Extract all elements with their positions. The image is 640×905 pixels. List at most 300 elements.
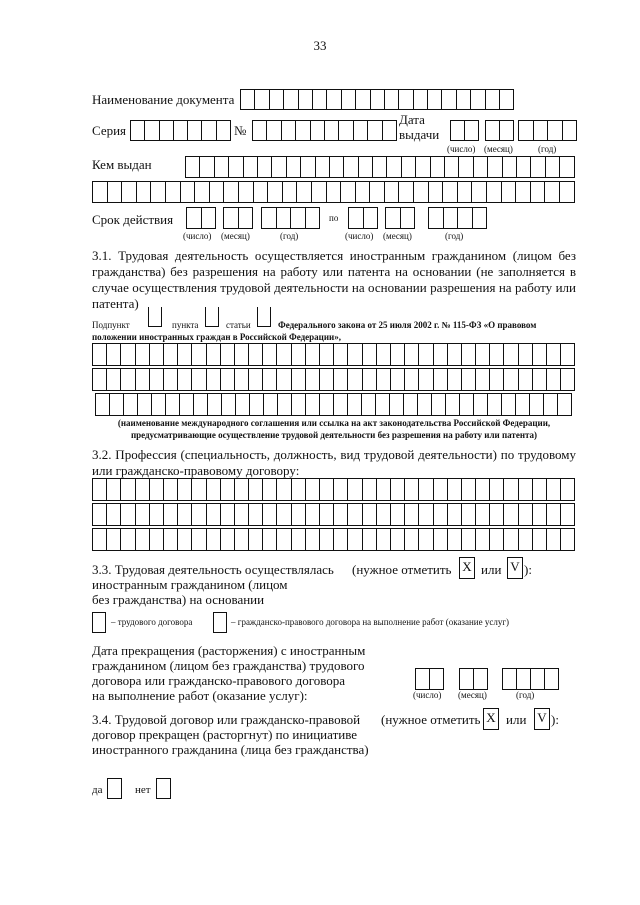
char-cell[interactable] — [371, 89, 385, 110]
char-cell[interactable] — [249, 343, 263, 366]
char-cell[interactable] — [490, 368, 504, 391]
char-cell[interactable] — [272, 156, 286, 178]
char-cell[interactable] — [561, 478, 575, 501]
char-cell[interactable] — [320, 343, 334, 366]
char-cell[interactable] — [320, 368, 334, 391]
char-cell[interactable] — [560, 181, 575, 203]
char-cell[interactable] — [267, 120, 281, 141]
char-cell[interactable] — [391, 368, 405, 391]
char-cell[interactable] — [249, 503, 263, 526]
char-cell[interactable] — [391, 528, 405, 551]
char-cell[interactable] — [178, 343, 192, 366]
char-cell[interactable] — [164, 478, 178, 501]
char-cell[interactable] — [221, 503, 235, 526]
char-cell[interactable] — [124, 393, 138, 416]
char-cell[interactable] — [383, 120, 397, 141]
char-cell[interactable] — [386, 207, 401, 229]
char-cell[interactable] — [363, 343, 377, 366]
char-cell[interactable] — [519, 478, 533, 501]
char-cell[interactable] — [476, 503, 490, 526]
char-cell[interactable] — [446, 393, 460, 416]
char-cell[interactable] — [342, 89, 356, 110]
char-cell[interactable] — [356, 89, 370, 110]
char-cell[interactable] — [414, 181, 429, 203]
char-cell[interactable] — [432, 393, 446, 416]
char-cell[interactable] — [503, 668, 517, 690]
char-cell[interactable] — [202, 207, 217, 229]
char-cell[interactable] — [239, 207, 254, 229]
char-cell[interactable] — [334, 343, 348, 366]
char-cell[interactable] — [202, 120, 216, 141]
char-cell[interactable] — [460, 668, 474, 690]
agreement-input-row-1[interactable] — [92, 343, 575, 366]
char-cell[interactable] — [334, 503, 348, 526]
char-cell[interactable] — [277, 503, 291, 526]
char-cell[interactable] — [377, 528, 391, 551]
char-cell[interactable] — [465, 120, 479, 141]
char-cell[interactable] — [221, 343, 235, 366]
char-cell[interactable] — [166, 393, 180, 416]
char-cell[interactable] — [517, 668, 531, 690]
char-cell[interactable] — [235, 528, 249, 551]
char-cell[interactable] — [194, 393, 208, 416]
char-cell[interactable] — [561, 528, 575, 551]
civil-contract-checkbox[interactable] — [213, 612, 227, 633]
char-cell[interactable] — [363, 478, 377, 501]
char-cell[interactable] — [306, 343, 320, 366]
validity-from-year-input[interactable] — [261, 207, 320, 229]
char-cell[interactable] — [93, 343, 107, 366]
char-cell[interactable] — [390, 393, 404, 416]
char-cell[interactable] — [348, 393, 362, 416]
char-cell[interactable] — [277, 207, 292, 229]
char-cell[interactable] — [136, 503, 150, 526]
char-cell[interactable] — [277, 343, 291, 366]
char-cell[interactable] — [229, 156, 243, 178]
char-cell[interactable] — [490, 528, 504, 551]
char-cell[interactable] — [268, 181, 283, 203]
char-cell[interactable] — [545, 181, 560, 203]
char-cell[interactable] — [207, 343, 221, 366]
char-cell[interactable] — [180, 393, 194, 416]
profession-input-row-2[interactable] — [92, 503, 575, 526]
article-input[interactable] — [257, 307, 271, 327]
char-cell[interactable] — [192, 478, 206, 501]
char-cell[interactable] — [339, 120, 353, 141]
char-cell[interactable] — [517, 156, 531, 178]
char-cell[interactable] — [136, 368, 150, 391]
char-cell[interactable] — [533, 368, 547, 391]
char-cell[interactable] — [327, 181, 342, 203]
char-cell[interactable] — [471, 89, 485, 110]
char-cell[interactable] — [282, 120, 296, 141]
char-cell[interactable] — [110, 393, 124, 416]
char-cell[interactable] — [486, 120, 500, 141]
char-cell[interactable] — [306, 393, 320, 416]
char-cell[interactable] — [150, 528, 164, 551]
char-cell[interactable] — [164, 528, 178, 551]
char-cell[interactable] — [519, 503, 533, 526]
char-cell[interactable] — [445, 156, 459, 178]
char-cell[interactable] — [428, 89, 442, 110]
termination-year-input[interactable] — [502, 668, 559, 690]
profession-input-row-1[interactable] — [92, 478, 575, 501]
char-cell[interactable] — [277, 528, 291, 551]
char-cell[interactable] — [178, 528, 192, 551]
char-cell[interactable] — [399, 181, 414, 203]
char-cell[interactable] — [387, 156, 401, 178]
char-cell[interactable] — [348, 478, 362, 501]
char-cell[interactable] — [348, 503, 362, 526]
char-cell[interactable] — [136, 528, 150, 551]
char-cell[interactable] — [121, 478, 135, 501]
char-cell[interactable] — [207, 368, 221, 391]
char-cell[interactable] — [253, 120, 267, 141]
char-cell[interactable] — [107, 478, 121, 501]
termination-day-input[interactable] — [415, 668, 444, 690]
char-cell[interactable] — [299, 89, 313, 110]
char-cell[interactable] — [561, 343, 575, 366]
char-cell[interactable] — [418, 393, 432, 416]
char-cell[interactable] — [278, 393, 292, 416]
char-cell[interactable] — [164, 368, 178, 391]
char-cell[interactable] — [531, 181, 546, 203]
char-cell[interactable] — [377, 478, 391, 501]
char-cell[interactable] — [419, 528, 433, 551]
validity-from-month-input[interactable] — [223, 207, 253, 229]
char-cell[interactable] — [533, 528, 547, 551]
char-cell[interactable] — [215, 156, 229, 178]
char-cell[interactable] — [444, 207, 459, 229]
char-cell[interactable] — [434, 368, 448, 391]
validity-to-day-input[interactable] — [348, 207, 378, 229]
char-cell[interactable] — [391, 478, 405, 501]
char-cell[interactable] — [221, 478, 235, 501]
char-cell[interactable] — [136, 343, 150, 366]
char-cell[interactable] — [391, 503, 405, 526]
char-cell[interactable] — [462, 368, 476, 391]
char-cell[interactable] — [519, 528, 533, 551]
char-cell[interactable] — [178, 503, 192, 526]
char-cell[interactable] — [121, 343, 135, 366]
char-cell[interactable] — [451, 120, 465, 141]
profession-input-row-3[interactable] — [92, 528, 575, 551]
agreement-input-row-2[interactable] — [92, 368, 575, 391]
char-cell[interactable] — [448, 368, 462, 391]
char-cell[interactable] — [235, 368, 249, 391]
char-cell[interactable] — [561, 368, 575, 391]
char-cell[interactable] — [263, 343, 277, 366]
char-cell[interactable] — [210, 181, 225, 203]
char-cell[interactable] — [121, 368, 135, 391]
char-cell[interactable] — [292, 368, 306, 391]
subpoint-input[interactable] — [148, 307, 162, 327]
char-cell[interactable] — [547, 343, 561, 366]
char-cell[interactable] — [166, 181, 181, 203]
char-cell[interactable] — [121, 528, 135, 551]
document-name-input[interactable] — [240, 89, 514, 110]
char-cell[interactable] — [368, 120, 382, 141]
char-cell[interactable] — [108, 181, 123, 203]
char-cell[interactable] — [547, 478, 561, 501]
char-cell[interactable] — [404, 393, 418, 416]
char-cell[interactable] — [224, 181, 239, 203]
char-cell[interactable] — [448, 478, 462, 501]
char-cell[interactable] — [502, 181, 517, 203]
char-cell[interactable] — [145, 120, 159, 141]
char-cell[interactable] — [519, 120, 534, 141]
char-cell[interactable] — [488, 156, 502, 178]
char-cell[interactable] — [504, 503, 518, 526]
char-cell[interactable] — [235, 503, 249, 526]
char-cell[interactable] — [187, 207, 202, 229]
char-cell[interactable] — [93, 368, 107, 391]
char-cell[interactable] — [208, 393, 222, 416]
char-cell[interactable] — [122, 181, 137, 203]
char-cell[interactable] — [534, 120, 549, 141]
char-cell[interactable] — [504, 368, 518, 391]
char-cell[interactable] — [262, 207, 277, 229]
char-cell[interactable] — [405, 478, 419, 501]
char-cell[interactable] — [500, 89, 514, 110]
char-cell[interactable] — [150, 503, 164, 526]
char-cell[interactable] — [545, 668, 559, 690]
issue-month-input[interactable] — [485, 120, 514, 141]
char-cell[interactable] — [178, 368, 192, 391]
char-cell[interactable] — [334, 478, 348, 501]
char-cell[interactable] — [341, 181, 356, 203]
char-cell[interactable] — [306, 528, 320, 551]
char-cell[interactable] — [222, 393, 236, 416]
char-cell[interactable] — [138, 393, 152, 416]
char-cell[interactable] — [547, 528, 561, 551]
issued-by-input[interactable] — [185, 156, 575, 178]
char-cell[interactable] — [502, 393, 516, 416]
char-cell[interactable] — [334, 368, 348, 391]
char-cell[interactable] — [504, 343, 518, 366]
char-cell[interactable] — [287, 156, 301, 178]
char-cell[interactable] — [519, 368, 533, 391]
char-cell[interactable] — [462, 528, 476, 551]
char-cell[interactable] — [306, 503, 320, 526]
char-cell[interactable] — [292, 343, 306, 366]
agreement-input-row-3[interactable] — [95, 393, 572, 416]
char-cell[interactable] — [107, 503, 121, 526]
char-cell[interactable] — [344, 156, 358, 178]
char-cell[interactable] — [263, 368, 277, 391]
char-cell[interactable] — [306, 207, 321, 229]
char-cell[interactable] — [263, 503, 277, 526]
char-cell[interactable] — [563, 120, 578, 141]
char-cell[interactable] — [320, 393, 334, 416]
char-cell[interactable] — [531, 668, 545, 690]
char-cell[interactable] — [490, 503, 504, 526]
char-cell[interactable] — [221, 368, 235, 391]
char-cell[interactable] — [283, 181, 298, 203]
char-cell[interactable] — [405, 503, 419, 526]
char-cell[interactable] — [181, 181, 196, 203]
char-cell[interactable] — [519, 343, 533, 366]
char-cell[interactable] — [448, 503, 462, 526]
no-checkbox[interactable] — [156, 778, 171, 799]
char-cell[interactable] — [121, 503, 135, 526]
char-cell[interactable] — [476, 343, 490, 366]
series-input[interactable] — [130, 120, 231, 141]
char-cell[interactable] — [363, 368, 377, 391]
validity-from-day-input[interactable] — [186, 207, 216, 229]
char-cell[interactable] — [363, 528, 377, 551]
char-cell[interactable] — [459, 156, 473, 178]
char-cell[interactable] — [195, 181, 210, 203]
char-cell[interactable] — [188, 120, 202, 141]
char-cell[interactable] — [399, 89, 413, 110]
char-cell[interactable] — [320, 503, 334, 526]
termination-month-input[interactable] — [459, 668, 488, 690]
char-cell[interactable] — [192, 368, 206, 391]
point-input[interactable] — [205, 307, 219, 327]
char-cell[interactable] — [377, 343, 391, 366]
validity-to-year-input[interactable] — [428, 207, 487, 229]
char-cell[interactable] — [362, 393, 376, 416]
char-cell[interactable] — [476, 368, 490, 391]
char-cell[interactable] — [533, 503, 547, 526]
char-cell[interactable] — [150, 343, 164, 366]
char-cell[interactable] — [547, 368, 561, 391]
char-cell[interactable] — [443, 181, 458, 203]
char-cell[interactable] — [503, 156, 517, 178]
char-cell[interactable] — [221, 528, 235, 551]
char-cell[interactable] — [137, 181, 152, 203]
char-cell[interactable] — [292, 393, 306, 416]
char-cell[interactable] — [178, 478, 192, 501]
char-cell[interactable] — [462, 343, 476, 366]
char-cell[interactable] — [558, 393, 572, 416]
char-cell[interactable] — [264, 393, 278, 416]
char-cell[interactable] — [239, 181, 254, 203]
char-cell[interactable] — [391, 343, 405, 366]
char-cell[interactable] — [548, 120, 563, 141]
char-cell[interactable] — [434, 503, 448, 526]
char-cell[interactable] — [430, 668, 444, 690]
char-cell[interactable] — [448, 528, 462, 551]
char-cell[interactable] — [476, 478, 490, 501]
char-cell[interactable] — [429, 207, 444, 229]
char-cell[interactable] — [476, 528, 490, 551]
char-cell[interactable] — [434, 528, 448, 551]
char-cell[interactable] — [462, 478, 476, 501]
char-cell[interactable] — [377, 368, 391, 391]
char-cell[interactable] — [150, 368, 164, 391]
char-cell[interactable] — [348, 343, 362, 366]
char-cell[interactable] — [349, 207, 364, 229]
char-cell[interactable] — [416, 156, 430, 178]
char-cell[interactable] — [174, 120, 188, 141]
char-cell[interactable] — [419, 503, 433, 526]
char-cell[interactable] — [301, 156, 315, 178]
char-cell[interactable] — [217, 120, 231, 141]
char-cell[interactable] — [405, 368, 419, 391]
char-cell[interactable] — [486, 89, 500, 110]
char-cell[interactable] — [474, 156, 488, 178]
char-cell[interactable] — [297, 181, 312, 203]
char-cell[interactable] — [402, 156, 416, 178]
char-cell[interactable] — [414, 89, 428, 110]
issued-by-input-row-2[interactable] — [92, 181, 575, 203]
char-cell[interactable] — [277, 478, 291, 501]
char-cell[interactable] — [207, 528, 221, 551]
char-cell[interactable] — [405, 343, 419, 366]
char-cell[interactable] — [306, 368, 320, 391]
char-cell[interactable] — [354, 120, 368, 141]
char-cell[interactable] — [462, 503, 476, 526]
char-cell[interactable] — [131, 120, 145, 141]
char-cell[interactable] — [192, 503, 206, 526]
char-cell[interactable] — [320, 478, 334, 501]
char-cell[interactable] — [186, 156, 200, 178]
char-cell[interactable] — [434, 478, 448, 501]
char-cell[interactable] — [327, 89, 341, 110]
char-cell[interactable] — [313, 89, 327, 110]
char-cell[interactable] — [373, 156, 387, 178]
char-cell[interactable] — [152, 393, 166, 416]
char-cell[interactable] — [364, 207, 379, 229]
char-cell[interactable] — [296, 120, 310, 141]
char-cell[interactable] — [334, 393, 348, 416]
char-cell[interactable] — [254, 181, 269, 203]
char-cell[interactable] — [292, 478, 306, 501]
char-cell[interactable] — [249, 528, 263, 551]
char-cell[interactable] — [504, 478, 518, 501]
char-cell[interactable] — [530, 393, 544, 416]
char-cell[interactable] — [93, 503, 107, 526]
char-cell[interactable] — [419, 343, 433, 366]
char-cell[interactable] — [533, 478, 547, 501]
char-cell[interactable] — [151, 181, 166, 203]
char-cell[interactable] — [385, 181, 400, 203]
char-cell[interactable] — [96, 393, 110, 416]
char-cell[interactable] — [377, 503, 391, 526]
char-cell[interactable] — [224, 207, 239, 229]
char-cell[interactable] — [93, 528, 107, 551]
char-cell[interactable] — [312, 181, 327, 203]
char-cell[interactable] — [311, 120, 325, 141]
char-cell[interactable] — [442, 89, 456, 110]
char-cell[interactable] — [359, 156, 373, 178]
char-cell[interactable] — [472, 181, 487, 203]
char-cell[interactable] — [531, 156, 545, 178]
char-cell[interactable] — [460, 393, 474, 416]
char-cell[interactable] — [405, 528, 419, 551]
char-cell[interactable] — [250, 393, 264, 416]
char-cell[interactable] — [235, 478, 249, 501]
char-cell[interactable] — [160, 120, 174, 141]
char-cell[interactable] — [561, 503, 575, 526]
labor-contract-checkbox[interactable] — [92, 612, 106, 633]
char-cell[interactable] — [316, 156, 330, 178]
char-cell[interactable] — [263, 478, 277, 501]
char-cell[interactable] — [348, 528, 362, 551]
char-cell[interactable] — [431, 156, 445, 178]
char-cell[interactable] — [241, 89, 255, 110]
char-cell[interactable] — [277, 368, 291, 391]
char-cell[interactable] — [516, 181, 531, 203]
char-cell[interactable] — [306, 478, 320, 501]
char-cell[interactable] — [546, 156, 560, 178]
char-cell[interactable] — [136, 478, 150, 501]
char-cell[interactable] — [458, 207, 473, 229]
char-cell[interactable] — [263, 528, 277, 551]
char-cell[interactable] — [504, 528, 518, 551]
